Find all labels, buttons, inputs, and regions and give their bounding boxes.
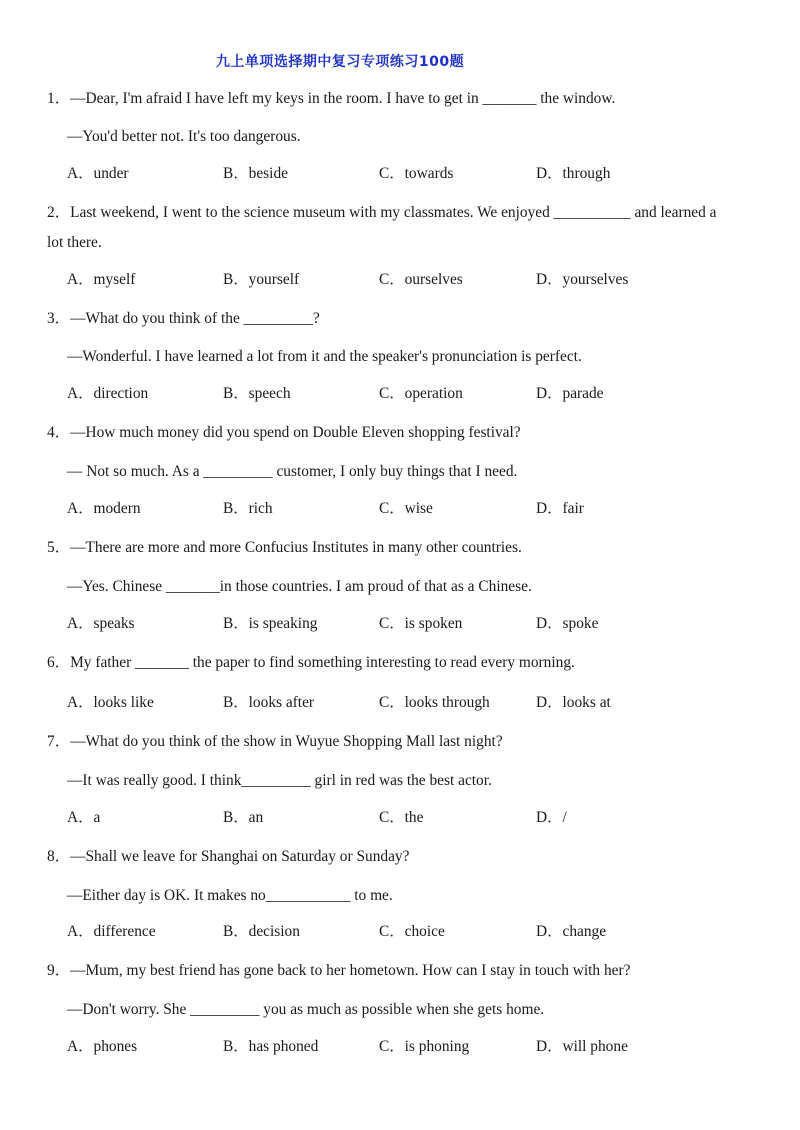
option-d: D．looks at [536, 694, 611, 711]
option-b: B．is speaking [223, 615, 318, 632]
option-b: B．speech [223, 385, 291, 402]
question-reply: —It was really good. I think_________ girl in red was the best actor. [67, 772, 492, 789]
page-title: 九上单项选择期中复习专项练习100题 [215, 54, 465, 70]
option-c: C．is spoken [379, 615, 463, 632]
option-b: B．yourself [223, 271, 300, 288]
question-stem: 6．My father _______ the paper to find something interesting to read every morning. [47, 654, 575, 671]
question-reply: —Don't worry. She _________ you as much as possible when she gets home. [67, 1001, 545, 1018]
option-d: D．spoke [536, 615, 599, 632]
option-a: A．under [67, 165, 129, 182]
option-c: C．towards [379, 165, 454, 182]
question-stem: 9．—Mum, my best friend has gone back to her hometown. How can I stay in touch with her? [47, 962, 631, 979]
question-reply: —Yes. Chinese _______in those countries. I am proud of that as a Chinese. [67, 578, 532, 595]
option-c: C．ourselves [379, 271, 463, 288]
question-stem: 4．—How much money did you spend on Double Eleven shopping festival? [47, 424, 521, 441]
option-a: A．speaks [67, 615, 135, 632]
question-stem: 5．—There are more and more Confucius Institutes in many other countries. [47, 539, 522, 556]
question-stem: 1．—Dear, I'm afraid I have left my keys in the room. I have to get in _______ the window. [47, 90, 616, 107]
option-d: D．change [536, 923, 607, 940]
option-b: B．rich [223, 500, 273, 517]
option-b: B．beside [223, 165, 288, 182]
question-reply: — Not so much. As a _________ customer, I only buy things that I need. [67, 463, 518, 480]
question-stem-continued: lot there. [47, 234, 102, 251]
option-a: A．direction [67, 385, 149, 402]
option-d: D．parade [536, 385, 604, 402]
option-c: C．is phoning [379, 1038, 470, 1055]
option-c: C．looks through [379, 694, 490, 711]
option-d: D．yourselves [536, 271, 629, 288]
option-d: D．/ [536, 809, 567, 826]
option-a: A．modern [67, 500, 141, 517]
option-b: B．an [223, 809, 264, 826]
question-stem: 2．Last weekend, I went to the science museum with my classmates. We enjoyed __________ and learned a [47, 204, 717, 221]
question-reply: —Either day is OK. It makes no___________ to me. [67, 887, 393, 904]
option-c: C．the [379, 809, 424, 826]
option-a: A．looks like [67, 694, 154, 711]
option-d: D．fair [536, 500, 584, 517]
option-a: A．difference [67, 923, 156, 940]
option-c: C．choice [379, 923, 445, 940]
option-a: A．myself [67, 271, 136, 288]
question-reply: —You'd better not. It's too dangerous. [67, 128, 301, 145]
question-stem: 8．—Shall we leave for Shanghai on Saturday or Sunday? [47, 848, 410, 865]
question-stem: 7．—What do you think of the show in Wuyue Shopping Mall last night? [47, 733, 503, 750]
option-c: C．operation [379, 385, 463, 402]
option-a: A．a [67, 809, 101, 826]
question-reply: —Wonderful. I have learned a lot from it and the speaker's pronunciation is perfect. [67, 348, 582, 365]
option-b: B．decision [223, 923, 300, 940]
option-d: D．will phone [536, 1038, 628, 1055]
question-stem: 3．—What do you think of the _________? [47, 310, 320, 327]
option-a: A．phones [67, 1038, 138, 1055]
option-b: B．has phoned [223, 1038, 319, 1055]
option-d: D．through [536, 165, 611, 182]
option-c: C．wise [379, 500, 433, 517]
option-b: B．looks after [223, 694, 315, 711]
